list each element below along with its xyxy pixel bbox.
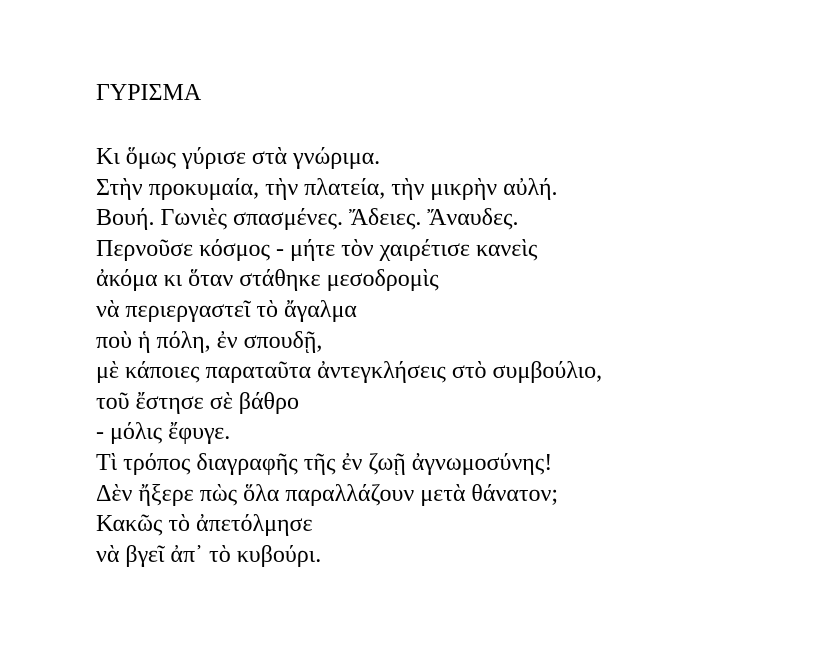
poem-line: νὰ περιεργαστεῖ τὸ ἄγαλμα	[96, 296, 357, 323]
poem-line: τοῦ ἔστησε σὲ βάθρο	[96, 388, 300, 415]
poem-line: Κι ὅμως γύρισε στὰ γνώριμα.	[96, 144, 381, 170]
poem-body	[96, 142, 602, 570]
poem-line: Βουή. Γωνιὲς σπασμένες. Ἄδειες. Ἄναυδες.	[96, 205, 519, 232]
poem-line: - μόλις ἔφυγε.	[96, 419, 231, 446]
poem-line: Δὲν ἤξερε πὼς ὅλα παραλλάζουν μετὰ θάνατον;	[96, 480, 559, 507]
poem-line: ἀκόμα κι ὅταν στάθηκε μεσοδρομὶς	[96, 266, 439, 293]
poem-line: μὲ κάποιες παραταῦτα ἀντεγκλήσεις στὸ συμβούλιο,	[96, 358, 603, 385]
poem-line: Τὶ τρόπος διαγραφῆς τῆς ἐν ζωῇ ἀγνωμοσύνης!	[96, 449, 553, 476]
poem-line: Περνοῦσε κόσμος - μήτε τὸν χαιρέτισε κανεὶς	[96, 235, 538, 262]
poem-line: ποὺ ἡ πόλη, ἐν σπουδῇ,	[96, 327, 323, 354]
poem-line: Κακῶς τὸ ἀπετόλμησε	[96, 511, 313, 538]
poem-line: Στὴν προκυμαία, τὴν πλατεία, τὴν μικρὴν αὐλή.	[96, 174, 558, 201]
poem-title: ΓΥΡΙΣΜΑ	[96, 80, 202, 106]
poem-line: νὰ βγεῖ ἀπ᾽ τὸ κυβούρι.	[96, 541, 322, 568]
